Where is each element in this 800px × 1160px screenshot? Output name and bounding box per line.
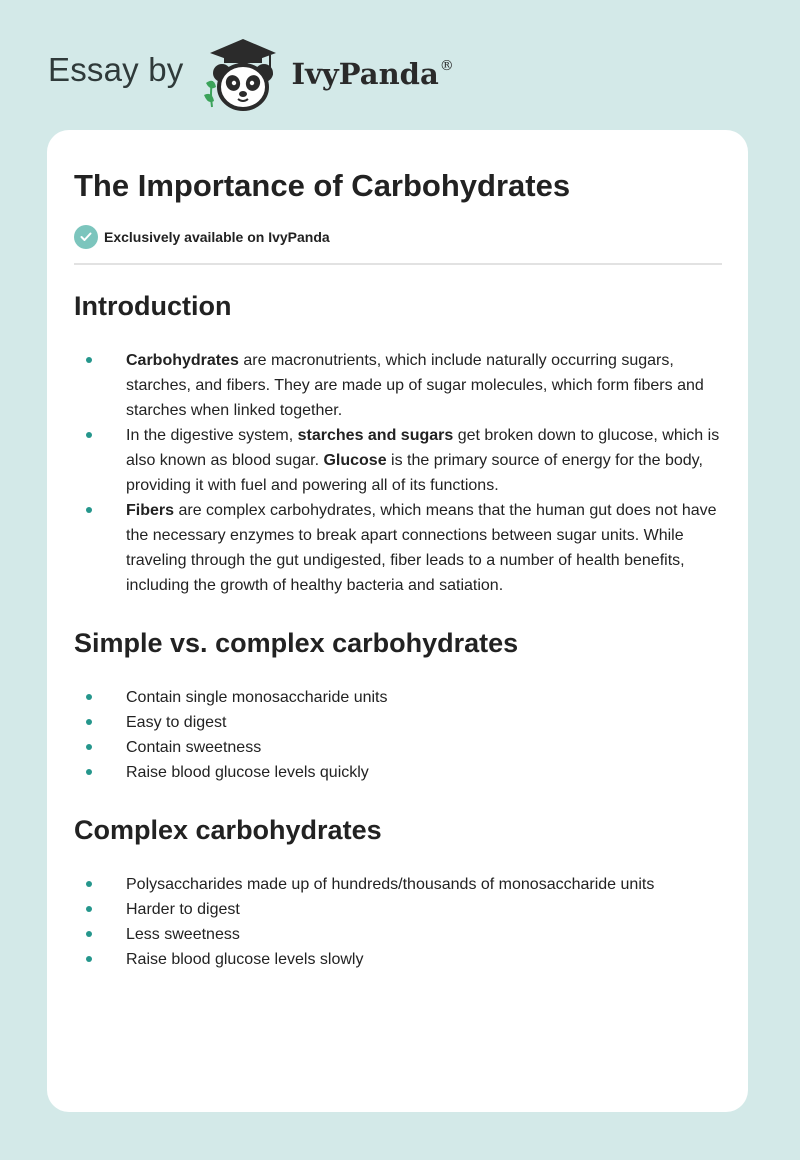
list-item: Fibers are complex carbohydrates, which means that the human gut does not have the necessary enzymes to break apart connections between sugar units. While traveling through the gut undigested, fiber leads to a number of health benefits, including the growth of healthy bacteria and satiation.: [74, 498, 722, 598]
list-item: Less sweetness: [74, 922, 722, 947]
list-item: Contain single monosaccharide units: [74, 685, 722, 710]
bullet-icon: [86, 906, 92, 912]
bullet-icon: [86, 769, 92, 775]
bullet-icon: [86, 694, 92, 700]
bullet-icon: [86, 432, 92, 438]
bullet-list: [74, 685, 722, 785]
bullet-icon: [86, 881, 92, 887]
title-divider: [74, 263, 722, 265]
brand-name: IvyPanda®: [291, 57, 454, 91]
bold-term: Glucose: [323, 452, 387, 469]
list-item: In the digestive system, starches and sugars get broken down to glucose, which is also known as blood sugar. Glucose is the primary source of energy for the body, providing it with fuel and powering all of its functions.: [74, 423, 722, 498]
ivypanda-logo[interactable]: [200, 33, 454, 113]
list-item: Carbohydrates are macronutrients, which include naturally occurring sugars, starches, and fibers. They are made up of sugar molecules, which form fibers and starches when linked together.: [74, 348, 722, 423]
bullet-list: [74, 348, 722, 598]
bold-term: Fibers: [126, 502, 175, 519]
list-item: Easy to digest: [74, 710, 722, 735]
check-circle-icon: [74, 225, 98, 249]
list-item: Harder to digest: [74, 897, 722, 922]
bullet-icon: [86, 507, 92, 513]
bullet-icon: [86, 357, 92, 363]
exclusive-badge-text: Exclusively available on IvyPanda: [104, 229, 330, 245]
exclusive-badge: [74, 225, 722, 249]
section-heading: Introduction: [74, 291, 232, 321]
page-title: The Importance of Carbohydrates: [74, 168, 571, 203]
site-header: [48, 28, 454, 118]
bullet-icon: [86, 931, 92, 937]
list-item: Polysaccharides made up of hundreds/thousands of monosaccharide units: [74, 872, 722, 897]
registered-mark: ®: [439, 58, 454, 74]
bullet-icon: [86, 744, 92, 750]
panda-logo-icon: [200, 33, 286, 113]
section-heading: Complex carbohydrates: [74, 815, 382, 845]
list-item: Raise blood glucose levels slowly: [74, 947, 722, 972]
bullet-icon: [86, 956, 92, 962]
list-item: Raise blood glucose levels quickly: [74, 760, 722, 785]
bold-term: Carbohydrates: [126, 352, 239, 369]
section-heading: Simple vs. complex carbohydrates: [74, 628, 519, 658]
essay-card: [47, 130, 748, 1112]
essay-body: [74, 289, 722, 972]
essay-by-label: Essay by: [48, 51, 184, 88]
bullet-list: [74, 872, 722, 972]
bullet-icon: [86, 719, 92, 725]
list-item: Contain sweetness: [74, 735, 722, 760]
bold-term: starches and sugars: [297, 427, 454, 444]
